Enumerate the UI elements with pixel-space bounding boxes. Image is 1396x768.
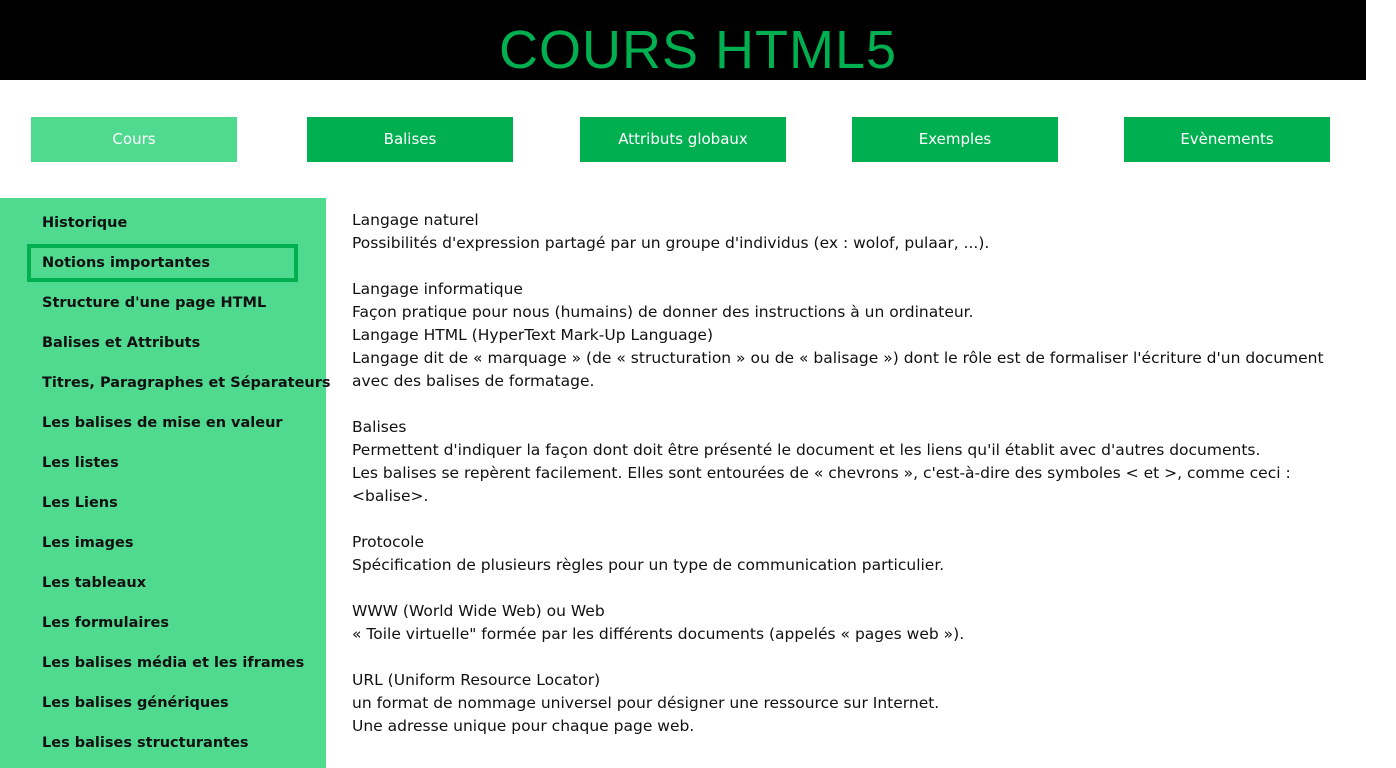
content-text: Possibilités d'expression partagé par un groupe d'individus (ex : wolof, pulaar, ...).	[352, 234, 990, 252]
sidebar-item-historique[interactable]: Historique	[42, 215, 128, 231]
content-text: Façon pratique pour nous (humains) de donner des instructions à un ordinateur.	[352, 303, 974, 321]
tab-evenements[interactable]: Evènements	[1124, 117, 1330, 162]
sidebar-item-formulaires[interactable]: Les formulaires	[42, 615, 169, 631]
tab-attributs-globaux[interactable]: Attributs globaux	[580, 117, 786, 162]
sidebar-item-generiques[interactable]: Les balises génériques	[42, 695, 229, 711]
content-text: Permettent d'indiquer la façon dont doit être présenté le document et les liens qu'il établit avec d'autres documents.	[352, 441, 1261, 459]
sidebar-menu	[0, 198, 331, 768]
tab-balises[interactable]: Balises	[307, 117, 513, 162]
content-text: Spécification de plusieurs règles pour un type de communication particulier.	[352, 556, 945, 574]
sidebar-item-balises-attributs[interactable]: Balises et Attributs	[42, 335, 201, 351]
sidebar-item-structurantes[interactable]: Les balises structurantes	[42, 735, 249, 751]
content-heading: Protocole	[352, 533, 424, 551]
page-title: COURS HTML5	[498, 20, 898, 80]
content-heading: WWW (World Wide Web) ou Web	[352, 602, 605, 620]
sidebar-item-media-iframes[interactable]: Les balises média et les iframes	[42, 655, 305, 671]
content-spacer	[352, 255, 1352, 278]
content-spacer	[352, 508, 1352, 531]
content-heading: Balises	[352, 418, 407, 436]
content-text: « Toile virtuelle" formée par les différents documents (appelés « pages web »).	[352, 625, 965, 643]
content-spacer	[352, 393, 1352, 416]
content-heading: Langage informatique	[352, 280, 523, 298]
content-text: Les balises se repèrent facilement. Elles sont entourées de « chevrons », c'est-à-dire des symboles < et >, comme ceci :	[352, 464, 1291, 482]
header-bar	[0, 0, 1366, 80]
sidebar-item-notions-importantes[interactable]: Notions importantes	[27, 244, 298, 282]
main-content	[352, 209, 1352, 738]
content-text: Une adresse unique pour chaque page web.	[352, 717, 695, 735]
sidebar-item-tableaux[interactable]: Les tableaux	[42, 575, 147, 591]
sidebar-item-listes[interactable]: Les listes	[42, 455, 119, 471]
content-text: Langage dit de « marquage » (de « structuration » ou de « balisage ») dont le rôle est de formaliser l'écriture d'un document	[352, 349, 1324, 367]
tab-cours[interactable]: Cours	[31, 117, 237, 162]
content-text: un format de nommage universel pour désigner une ressource sur Internet.	[352, 694, 940, 712]
content-spacer	[352, 577, 1352, 600]
content-text: <balise>.	[352, 487, 429, 505]
sidebar-item-structure-page[interactable]: Structure d'une page HTML	[42, 295, 267, 311]
sidebar-item-mise-en-valeur[interactable]: Les balises de mise en valeur	[42, 415, 283, 431]
content-heading: Langage HTML (HyperText Mark-Up Language)	[352, 326, 714, 344]
content-text: avec des balises de formatage.	[352, 372, 595, 390]
sidebar-item-liens[interactable]: Les Liens	[42, 495, 118, 511]
content-heading: Langage naturel	[352, 211, 479, 229]
content-spacer	[352, 646, 1352, 669]
sidebar-item-images[interactable]: Les images	[42, 535, 134, 551]
content-heading: URL (Uniform Resource Locator)	[352, 671, 601, 689]
tab-exemples[interactable]: Exemples	[852, 117, 1058, 162]
sidebar-item-titres-paragraphes[interactable]: Titres, Paragraphes et Séparateurs	[42, 375, 331, 391]
